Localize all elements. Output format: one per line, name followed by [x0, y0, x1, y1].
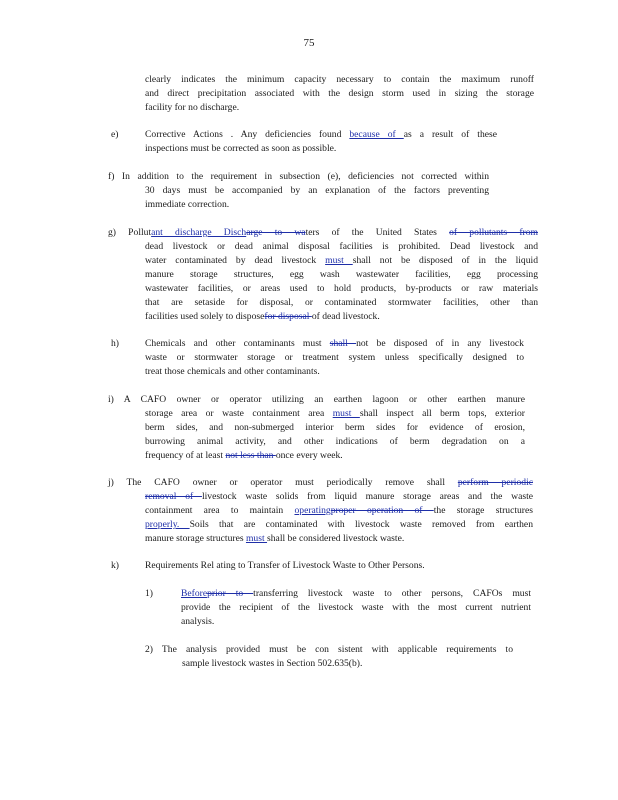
deleted-text: shall — [329, 338, 357, 349]
text-line — [108, 184, 489, 198]
text-run: ters of the United States — [305, 227, 450, 238]
text-line — [145, 87, 534, 101]
text-line — [108, 296, 538, 310]
deleted-text: perform periodic — [457, 477, 533, 488]
text-run: as a result of these — [403, 129, 497, 140]
heading-line — [108, 226, 538, 240]
text-run: dead livestock or dead animal disposal facilities is prohibited. Dead livestock and — [145, 241, 538, 252]
text-run: containment area to maintain — [145, 505, 295, 516]
paragraph-k2 — [145, 643, 513, 671]
deleted-text: proper operation of — [330, 505, 434, 516]
deleted-text: arge to wa — [246, 227, 306, 238]
inserted-text: properly. — [145, 519, 190, 530]
text-line — [108, 435, 525, 449]
text-line — [145, 73, 534, 87]
text-line — [108, 504, 533, 518]
text-run: of dead livestock. — [311, 311, 380, 322]
text-line — [181, 587, 531, 601]
text-run: the storage structures — [433, 505, 533, 516]
text-run: once every week. — [275, 450, 343, 461]
text-run: i) A CAFO owner or operator utilizing an earthen lagoon or other earthen manure — [108, 394, 525, 405]
text-run: j) The CAFO owner or operator must periodically remove shall — [108, 477, 458, 488]
text-run: clearly indicates the minimum capacity necessary to contain the maximum runoff — [145, 74, 534, 85]
text-run: g) Pollut — [108, 227, 152, 238]
text-line — [108, 407, 525, 421]
label-h: h) — [111, 338, 119, 349]
text-run: shall be considered livestock waste. — [267, 533, 405, 544]
paragraph-h — [145, 337, 524, 379]
inserted-text: ant discharge Disch — [151, 227, 247, 238]
inserted-text: must — [325, 255, 353, 266]
heading-line — [108, 476, 533, 490]
text-run: Soils that are contaminated with livestock waste removed from earthen — [189, 519, 533, 530]
text-run: Corrective Actions . Any deficiencies found — [145, 129, 350, 140]
text-line — [145, 337, 524, 351]
text-run: 2) The analysis provided must be con sistent with applicable requirements to — [145, 644, 513, 655]
text-run: shall inspect all berm tops, exterior — [359, 408, 525, 419]
inserted-text: because of — [349, 129, 404, 140]
text-line — [108, 254, 538, 268]
text-run: provide the recipient of the livestock waste with the most current nutrient — [181, 602, 531, 613]
inserted-text: operating — [294, 505, 331, 516]
text-line — [108, 268, 538, 282]
deleted-text: for disposal — [264, 311, 312, 322]
deleted-text: of pollutants from — [449, 227, 538, 238]
text-run: burrowing animal activity, and other indications of berm degradation on a — [145, 436, 525, 447]
text-run: water contaminated by dead livestock — [145, 255, 326, 266]
deleted-text: not less than — [225, 450, 276, 461]
inserted-text: must — [245, 533, 268, 544]
text-run: shall not be disposed of in the liquid — [352, 255, 538, 266]
inserted-text: Before — [181, 588, 208, 599]
text-line — [145, 142, 497, 156]
top-paragraph — [145, 73, 534, 115]
text-run: inspections must be corrected as soon as possible. — [145, 143, 337, 154]
text-run: sample livestock wastes in Section 502.635(b). — [182, 658, 363, 669]
text-line — [181, 601, 531, 615]
text-line — [145, 365, 524, 379]
text-line — [145, 351, 524, 365]
text-run: waste or stormwater storage or treatment system unless specifically designed to — [145, 352, 524, 363]
text-run: manure storage structures, egg wash wastewater facilities, egg processing — [145, 269, 538, 280]
label-k1: 1) — [145, 588, 153, 599]
text-line — [108, 421, 525, 435]
text-run: 30 days must be accompanied by an explanation of the factors preventing — [145, 185, 489, 196]
paragraph-i — [108, 393, 525, 463]
text-run: treat those chemicals and other contaminants. — [145, 366, 320, 377]
text-run: that are setaside for disposal, or contaminated stormwater facilities, other than — [145, 297, 538, 308]
text-line — [108, 532, 533, 546]
label-e: e) — [111, 129, 119, 140]
text-line — [145, 657, 513, 671]
text-run: facilities used solely to dispose — [145, 311, 265, 322]
paragraph-e — [145, 128, 497, 156]
text-line — [108, 490, 533, 504]
text-run: f) In addition to the requirement in subsection (e), deficiencies not corrected within — [108, 171, 489, 182]
text-line — [108, 518, 533, 532]
inserted-text: must — [332, 408, 360, 419]
paragraph-k1 — [181, 587, 531, 629]
text-run: storage area or waste containment area — [145, 408, 333, 419]
text-line — [145, 559, 490, 573]
text-line — [108, 198, 489, 212]
label-k: k) — [111, 560, 119, 571]
heading-line — [108, 170, 489, 184]
text-line — [108, 449, 525, 463]
deleted-text: removal of — [145, 491, 202, 502]
text-run: berm sides, and non-submerged interior berm sides for evidence of erosion, — [145, 422, 525, 433]
deleted-text: prior to — [207, 588, 254, 599]
text-line — [145, 128, 497, 142]
paragraph-f — [108, 170, 489, 212]
heading-line — [145, 643, 513, 657]
text-line — [108, 310, 538, 324]
text-run: analysis. — [181, 616, 215, 627]
text-run: immediate correction. — [145, 199, 230, 210]
text-run: and direct precipitation associated with the design storm used in sizing the storage — [145, 88, 534, 99]
text-run: facility for no discharge. — [145, 102, 240, 113]
text-run: Chemicals and other contaminants must — [145, 338, 330, 349]
text-run: transferring livestock waste to other persons, CAFOs must — [253, 588, 531, 599]
text-run: manure storage structures — [145, 533, 246, 544]
paragraph-j — [108, 476, 533, 546]
text-line — [108, 240, 538, 254]
paragraph-k — [145, 559, 490, 573]
page-number: 75 — [303, 37, 315, 49]
text-run: livestock waste solids from liquid manure storage areas and the waste — [201, 491, 533, 502]
text-run: frequency of at least — [145, 450, 226, 461]
text-line — [145, 101, 534, 115]
text-line — [181, 615, 531, 629]
paragraph-g — [108, 226, 538, 324]
text-run: Requirements Rel ating to Transfer of Livestock Waste to Other Persons. — [145, 560, 425, 571]
text-line — [108, 282, 538, 296]
heading-line — [108, 393, 525, 407]
text-run: not be disposed of in any livestock — [356, 338, 524, 349]
text-run: wastewater facilities, or areas used to hold products, by-products or raw materials — [145, 283, 538, 294]
